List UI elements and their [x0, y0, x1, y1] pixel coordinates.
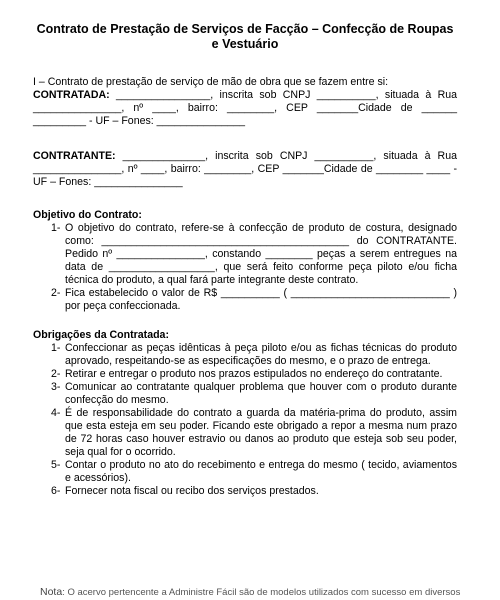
obrigacoes-heading: Obrigações da Contratada: [33, 329, 169, 341]
item-number: 2- [51, 368, 61, 380]
footer-note-text: : O acervo pertencente a Administre Fácil são de modelos utilizados com sucesso em diversos [62, 587, 461, 598]
list-item [33, 222, 457, 287]
footer-note [40, 586, 460, 599]
objetivo-heading: Objetivo do Contrato: [33, 209, 142, 221]
footer-note-label: Nota [40, 586, 63, 598]
list-item [33, 287, 457, 313]
contratante-label: CONTRATANTE: [33, 150, 116, 162]
list-item [33, 342, 457, 368]
document-page [33, 22, 457, 514]
obrigacoes-list [33, 342, 457, 498]
contratante-paragraph [33, 150, 457, 189]
intro-text: I – Contrato de prestação de serviço de mão de obra que se fazem entre si: [33, 76, 389, 88]
contratada-paragraph [33, 89, 457, 128]
item-number: 1- [51, 342, 61, 354]
obrigacoes-section [33, 329, 457, 498]
item-text: Fica estabelecido o valor de R$ __________ ( ___________________________ ) por peça confeccionada. [65, 287, 457, 312]
item-number: 4- [51, 407, 61, 419]
item-text: Comunicar ao contratante qualquer problema que houver com o produto durante confecção do mesmo. [65, 381, 457, 406]
item-text: É de responsabilidade do contrato a guarda da matéria-prima do produto, assim que esta esteja em seu poder. Ficando este obrigado a repor a mesma num prazo de 72 horas caso houver estravio ou danos ao produto que esteja sob seu poder, seja qual for o ocorrido. [65, 407, 457, 458]
list-item [33, 407, 457, 459]
list-item [33, 485, 457, 498]
contratante-text: ______________, inscrita sob CNPJ __________, situada à Rua _______________, nº ____, bairro: ________, CEP _______Cidade de ________ ____ - UF – Fones: _______________ [33, 150, 457, 188]
contratada-label: CONTRATADA: [33, 89, 110, 101]
item-number: 5- [51, 459, 61, 471]
list-item [33, 459, 457, 485]
item-number: 6- [51, 485, 61, 497]
contratada-text: ________________, inscrita sob CNPJ __________, situada à Rua _______________, nº ____, bairro: ________, CEP _______Cidade de ______ _________ - UF – Fones: _______________ [33, 89, 457, 127]
item-number: 2- [51, 287, 61, 299]
item-text: Retirar e entregar o produto nos prazos estipulados no endereço do contratante. [65, 368, 443, 380]
item-text: Contar o produto no ato do recebimento e entrega do mesmo ( tecido, aviamentos e acessórios). [65, 459, 457, 484]
item-text: Confeccionar as peças idênticas à peça piloto e/ou as fichas técnicas do produto aprovado, respeitando-se as especificações do mesmo, e o prazo de entrega. [65, 342, 457, 367]
item-number: 1- [51, 222, 61, 234]
list-item [33, 368, 457, 381]
list-item [33, 381, 457, 407]
item-text: O objetivo do contrato, refere-se à confecção de produto de costura, designado como: __________________________________________ do CONTRATANTE. Pedido nº _______________, constando ________ peças a serem entregues na data de __________________, que será feito conforme peça piloto e/ou ficha técnica do produto, a qual fará parte integrante deste contrato. [65, 222, 457, 286]
item-text: Fornecer nota fiscal ou recibo dos serviços prestados. [65, 485, 319, 497]
objetivo-section [33, 209, 457, 313]
objetivo-list [33, 222, 457, 313]
item-number: 3- [51, 381, 61, 393]
document-title: Contrato de Prestação de Serviços de Facção – Confecção de Roupas e Vestuário [36, 22, 454, 51]
